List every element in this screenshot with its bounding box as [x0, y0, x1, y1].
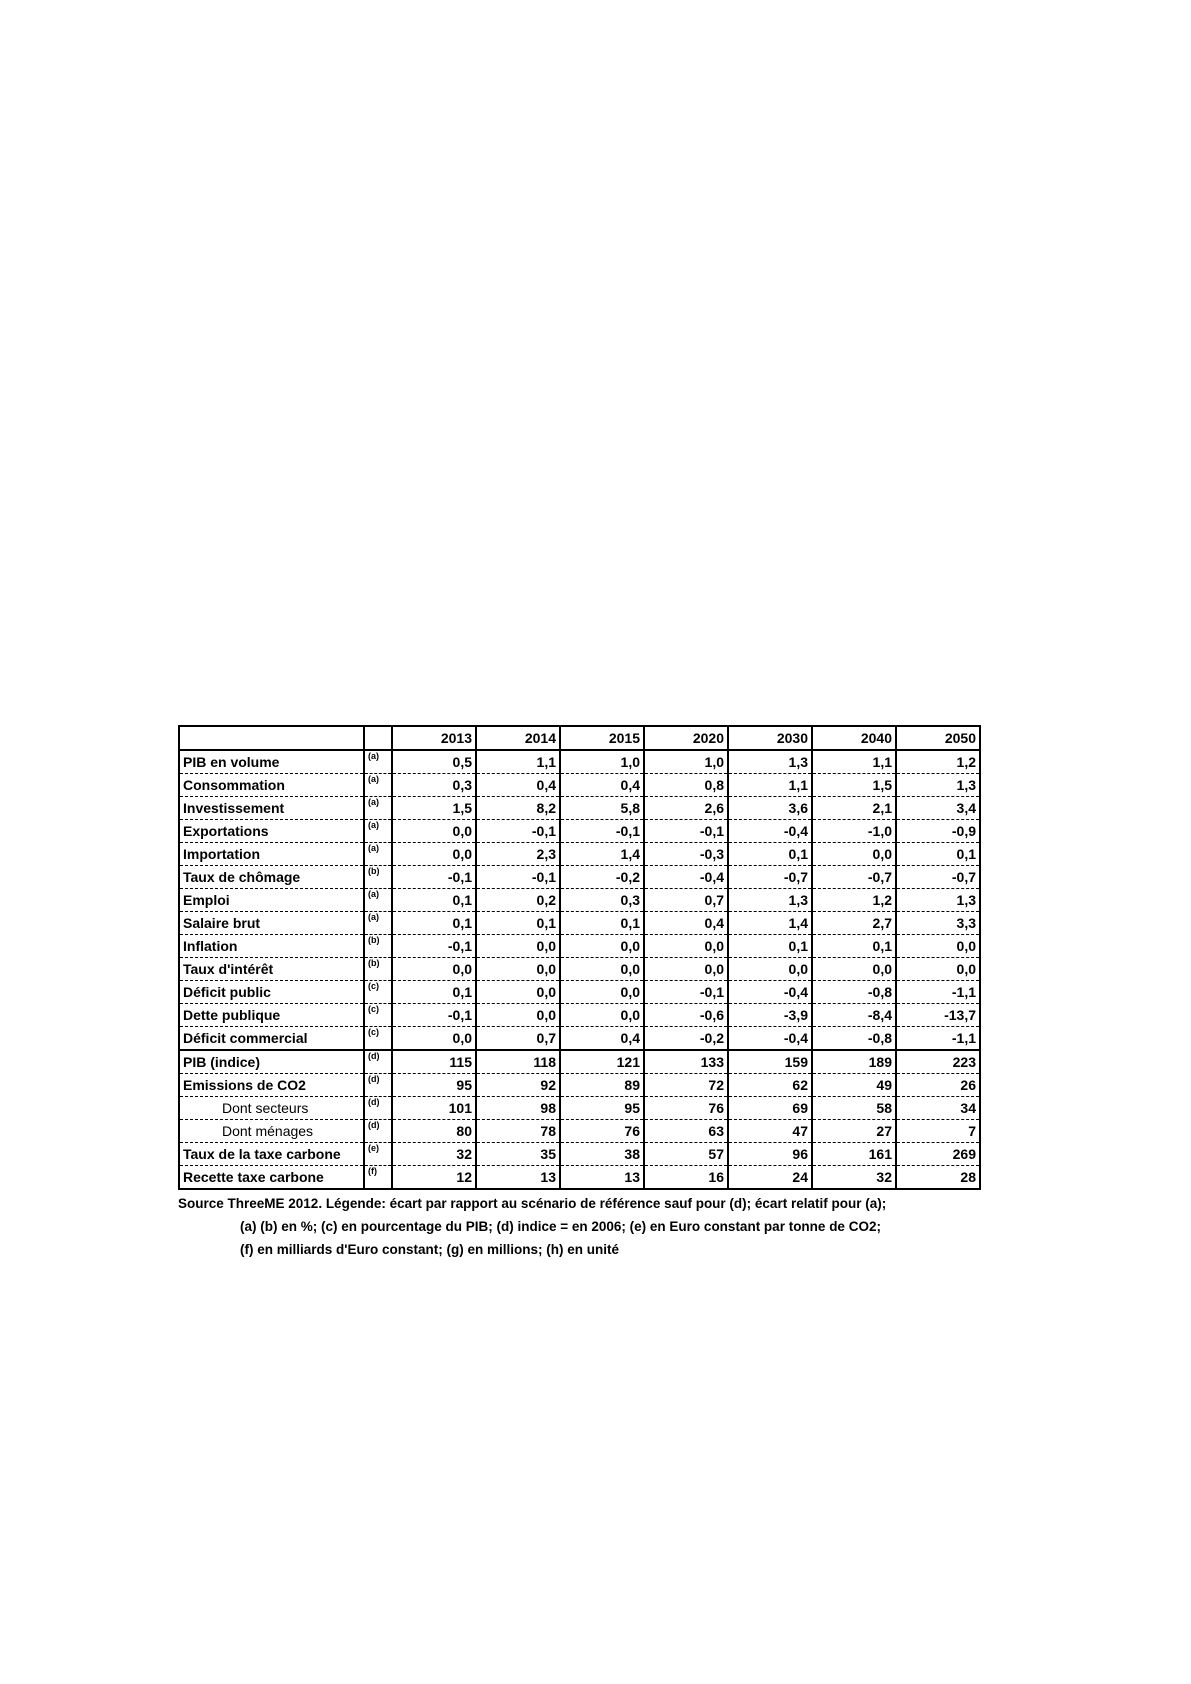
value-cell: -0,9	[896, 820, 980, 843]
table-body	[179, 726, 980, 1189]
value-cell: 1,5	[392, 797, 476, 820]
header-empty-note-cell	[364, 726, 392, 750]
table-row	[179, 889, 980, 912]
value-cell: 98	[476, 1097, 560, 1120]
value-cell: 80	[392, 1120, 476, 1143]
value-cell: 1,2	[896, 750, 980, 774]
row-note: (a)	[364, 820, 392, 843]
row-label: Emissions de CO2	[179, 1074, 364, 1097]
row-note: (d)	[364, 1097, 392, 1120]
row-label: PIB (indice)	[179, 1050, 364, 1074]
value-cell: 0,0	[812, 958, 896, 981]
row-note: (c)	[364, 1004, 392, 1027]
value-cell: 0,1	[560, 912, 644, 935]
value-cell: 2,1	[812, 797, 896, 820]
value-cell: 0,0	[392, 843, 476, 866]
source-legend-line: (f) en milliards d'Euro constant; (g) en millions; (h) en unité	[240, 1242, 619, 1257]
value-cell: 1,4	[728, 912, 812, 935]
value-cell: 101	[392, 1097, 476, 1120]
row-label: Déficit public	[179, 981, 364, 1004]
table-row	[179, 981, 980, 1004]
value-cell: 0,0	[560, 981, 644, 1004]
row-note: (e)	[364, 1143, 392, 1166]
value-cell: 0,8	[644, 774, 728, 797]
value-cell: -1,1	[896, 1027, 980, 1051]
value-cell: 57	[644, 1143, 728, 1166]
value-cell: 27	[812, 1120, 896, 1143]
value-cell: 0,7	[476, 1027, 560, 1051]
value-cell: 16	[644, 1166, 728, 1190]
column-header: 2020	[644, 726, 728, 750]
value-cell: -0,8	[812, 981, 896, 1004]
table-row	[179, 1097, 980, 1120]
value-cell: -0,3	[644, 843, 728, 866]
value-cell: -0,1	[476, 820, 560, 843]
results-table-container	[178, 725, 978, 1261]
row-label: Taux de la taxe carbone	[179, 1143, 364, 1166]
value-cell: 26	[896, 1074, 980, 1097]
row-label: Inflation	[179, 935, 364, 958]
value-cell: 13	[476, 1166, 560, 1190]
row-note: (d)	[364, 1050, 392, 1074]
value-cell: 3,4	[896, 797, 980, 820]
value-cell: 58	[812, 1097, 896, 1120]
value-cell: 62	[728, 1074, 812, 1097]
value-cell: 0,0	[728, 958, 812, 981]
table-row	[179, 820, 980, 843]
value-cell: 0,4	[560, 1027, 644, 1051]
value-cell: 0,1	[728, 843, 812, 866]
value-cell: -0,1	[560, 820, 644, 843]
row-note: (f)	[364, 1166, 392, 1190]
row-label: Recette taxe carbone	[179, 1166, 364, 1190]
table-row	[179, 1027, 980, 1051]
value-cell: 1,3	[896, 889, 980, 912]
source-legend	[178, 1192, 978, 1261]
value-cell: 1,4	[560, 843, 644, 866]
value-cell: 0,1	[392, 912, 476, 935]
value-cell: 0,2	[476, 889, 560, 912]
value-cell: 0,4	[644, 912, 728, 935]
value-cell: 32	[392, 1143, 476, 1166]
table-row	[179, 1004, 980, 1027]
value-cell: -0,1	[644, 981, 728, 1004]
value-cell: -8,4	[812, 1004, 896, 1027]
header-empty-label-cell	[179, 726, 364, 750]
value-cell: 0,4	[476, 774, 560, 797]
row-label: Emploi	[179, 889, 364, 912]
value-cell: 0,0	[392, 820, 476, 843]
table-row	[179, 866, 980, 889]
value-cell: 0,0	[896, 958, 980, 981]
value-cell: 0,7	[644, 889, 728, 912]
row-label: Dette publique	[179, 1004, 364, 1027]
source-legend-line: Source ThreeME 2012. Légende: écart par rapport au scénario de référence sauf pour (d); écart relatif pour (a);	[178, 1196, 887, 1211]
table-row	[179, 1050, 980, 1074]
value-cell: 1,0	[644, 750, 728, 774]
value-cell: 1,1	[476, 750, 560, 774]
value-cell: 76	[644, 1097, 728, 1120]
value-cell: 0,1	[392, 981, 476, 1004]
value-cell: 1,3	[728, 889, 812, 912]
value-cell: 7	[896, 1120, 980, 1143]
row-note: (a)	[364, 797, 392, 820]
value-cell: 76	[560, 1120, 644, 1143]
value-cell: 69	[728, 1097, 812, 1120]
value-cell: -1,0	[812, 820, 896, 843]
value-cell: 49	[812, 1074, 896, 1097]
value-cell: 3,3	[896, 912, 980, 935]
value-cell: -0,4	[728, 1027, 812, 1051]
value-cell: 12	[392, 1166, 476, 1190]
value-cell: -0,2	[560, 866, 644, 889]
value-cell: 1,1	[812, 750, 896, 774]
value-cell: 118	[476, 1050, 560, 1074]
value-cell: 47	[728, 1120, 812, 1143]
value-cell: 223	[896, 1050, 980, 1074]
value-cell: 0,0	[476, 935, 560, 958]
row-label: Taux d'intérêt	[179, 958, 364, 981]
value-cell: -0,8	[812, 1027, 896, 1051]
row-note: (c)	[364, 981, 392, 1004]
value-cell: 38	[560, 1143, 644, 1166]
table-row	[179, 774, 980, 797]
value-cell: 1,0	[560, 750, 644, 774]
value-cell: 1,5	[812, 774, 896, 797]
value-cell: -0,1	[392, 935, 476, 958]
table-row	[179, 912, 980, 935]
value-cell: 89	[560, 1074, 644, 1097]
table-row	[179, 843, 980, 866]
value-cell: 0,0	[560, 958, 644, 981]
value-cell: 0,3	[560, 889, 644, 912]
value-cell: 0,4	[560, 774, 644, 797]
row-label: Consommation	[179, 774, 364, 797]
column-header: 2030	[728, 726, 812, 750]
value-cell: 0,0	[644, 935, 728, 958]
value-cell: 3,6	[728, 797, 812, 820]
value-cell: 0,0	[476, 981, 560, 1004]
value-cell: -3,9	[728, 1004, 812, 1027]
value-cell: 1,2	[812, 889, 896, 912]
row-note: (b)	[364, 958, 392, 981]
value-cell: 2,6	[644, 797, 728, 820]
value-cell: 0,1	[476, 912, 560, 935]
value-cell: 1,1	[728, 774, 812, 797]
results-table	[178, 725, 981, 1190]
value-cell: -0,1	[392, 1004, 476, 1027]
row-label: PIB en volume	[179, 750, 364, 774]
value-cell: 0,0	[560, 935, 644, 958]
column-header: 2015	[560, 726, 644, 750]
row-label: Investissement	[179, 797, 364, 820]
value-cell: 0,0	[644, 958, 728, 981]
table-row	[179, 1074, 980, 1097]
value-cell: -13,7	[896, 1004, 980, 1027]
value-cell: -0,1	[644, 820, 728, 843]
value-cell: 24	[728, 1166, 812, 1190]
value-cell: 0,0	[896, 935, 980, 958]
value-cell: 95	[392, 1074, 476, 1097]
value-cell: 92	[476, 1074, 560, 1097]
row-note: (a)	[364, 843, 392, 866]
table-row	[179, 1143, 980, 1166]
table-row	[179, 935, 980, 958]
value-cell: 269	[896, 1143, 980, 1166]
value-cell: 189	[812, 1050, 896, 1074]
row-label: Dont secteurs	[179, 1097, 364, 1120]
value-cell: -0,7	[896, 866, 980, 889]
value-cell: 121	[560, 1050, 644, 1074]
value-cell: 96	[728, 1143, 812, 1166]
value-cell: -0,4	[644, 866, 728, 889]
value-cell: 0,0	[476, 1004, 560, 1027]
row-label: Exportations	[179, 820, 364, 843]
row-note: (b)	[364, 935, 392, 958]
table-row	[179, 1166, 980, 1190]
row-note: (d)	[364, 1120, 392, 1143]
row-label: Salaire brut	[179, 912, 364, 935]
value-cell: 2,7	[812, 912, 896, 935]
row-label: Dont ménages	[179, 1120, 364, 1143]
value-cell: -0,2	[644, 1027, 728, 1051]
value-cell: -0,4	[728, 981, 812, 1004]
value-cell: 0,0	[392, 958, 476, 981]
value-cell: -0,6	[644, 1004, 728, 1027]
row-note: (a)	[364, 912, 392, 935]
row-note: (a)	[364, 889, 392, 912]
row-label: Taux de chômage	[179, 866, 364, 889]
value-cell: 13	[560, 1166, 644, 1190]
value-cell: 161	[812, 1143, 896, 1166]
column-header: 2040	[812, 726, 896, 750]
column-header: 2050	[896, 726, 980, 750]
row-note: (c)	[364, 1027, 392, 1051]
table-row	[179, 1120, 980, 1143]
value-cell: 32	[812, 1166, 896, 1190]
value-cell: 63	[644, 1120, 728, 1143]
value-cell: 35	[476, 1143, 560, 1166]
table-header-row	[179, 726, 980, 750]
value-cell: 78	[476, 1120, 560, 1143]
source-legend-line: (a) (b) en %; (c) en pourcentage du PIB; (d) indice = en 2006; (e) en Euro constant par tonne de CO2;	[240, 1219, 881, 1234]
value-cell: 28	[896, 1166, 980, 1190]
value-cell: 8,2	[476, 797, 560, 820]
value-cell: 34	[896, 1097, 980, 1120]
row-note: (a)	[364, 750, 392, 774]
table-row	[179, 958, 980, 981]
value-cell: -0,7	[728, 866, 812, 889]
row-note: (a)	[364, 774, 392, 797]
table-row	[179, 797, 980, 820]
table-row	[179, 750, 980, 774]
value-cell: 0,1	[896, 843, 980, 866]
value-cell: 2,3	[476, 843, 560, 866]
value-cell: 0,0	[812, 843, 896, 866]
value-cell: -0,4	[728, 820, 812, 843]
value-cell: 95	[560, 1097, 644, 1120]
value-cell: 159	[728, 1050, 812, 1074]
value-cell: 5,8	[560, 797, 644, 820]
row-label: Importation	[179, 843, 364, 866]
value-cell: 0,3	[392, 774, 476, 797]
row-note: (b)	[364, 866, 392, 889]
row-note: (d)	[364, 1074, 392, 1097]
value-cell: 133	[644, 1050, 728, 1074]
column-header: 2014	[476, 726, 560, 750]
column-header: 2013	[392, 726, 476, 750]
value-cell: 0,1	[812, 935, 896, 958]
value-cell: 0,0	[476, 958, 560, 981]
value-cell: 72	[644, 1074, 728, 1097]
value-cell: -0,1	[392, 866, 476, 889]
value-cell: 0,1	[392, 889, 476, 912]
value-cell: 0,5	[392, 750, 476, 774]
row-label: Déficit commercial	[179, 1027, 364, 1051]
value-cell: -0,1	[476, 866, 560, 889]
value-cell: 1,3	[728, 750, 812, 774]
value-cell: 115	[392, 1050, 476, 1074]
value-cell: 0,0	[560, 1004, 644, 1027]
value-cell: -0,7	[812, 866, 896, 889]
value-cell: 0,1	[728, 935, 812, 958]
value-cell: 0,0	[392, 1027, 476, 1051]
value-cell: -1,1	[896, 981, 980, 1004]
value-cell: 1,3	[896, 774, 980, 797]
